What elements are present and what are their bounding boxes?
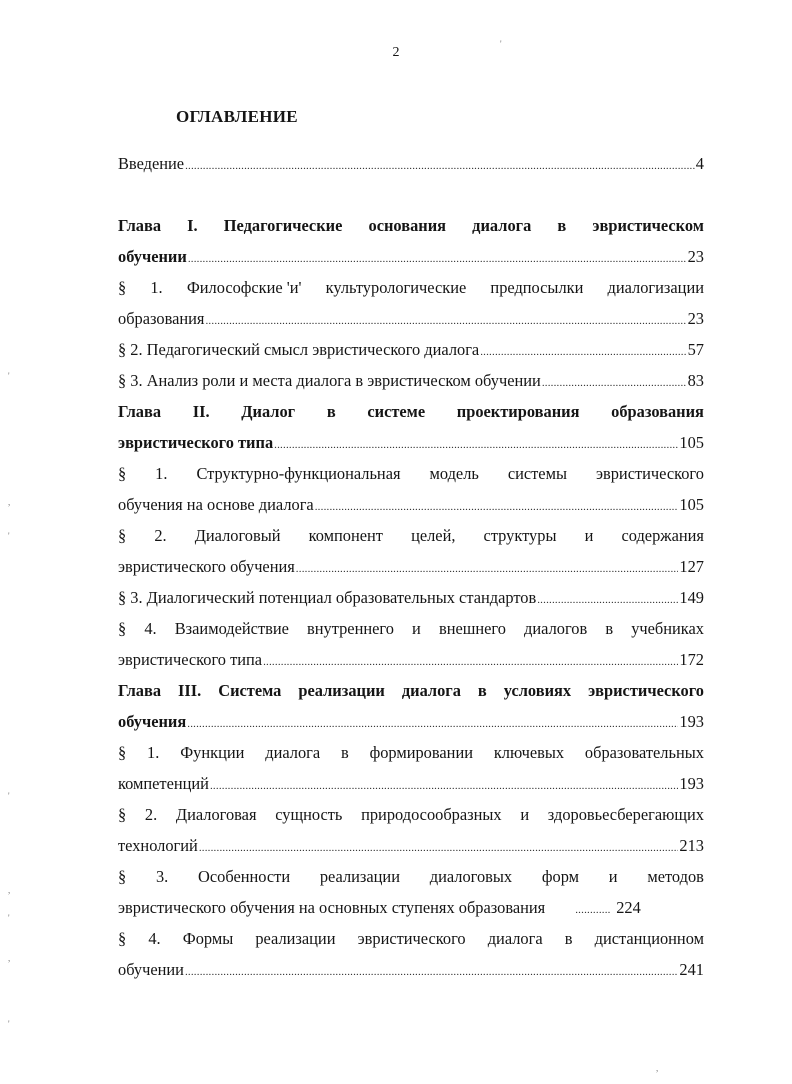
table-of-contents — [118, 148, 704, 985]
scan-speck: ' — [8, 913, 10, 923]
word: диалога — [401, 681, 461, 700]
word: 2. — [144, 805, 158, 824]
word: культурологические — [325, 278, 467, 297]
scan-speck: ' — [8, 1019, 10, 1029]
scan-speck: , — [8, 497, 11, 507]
toc-title: ОГЛАВЛЕНИЕ — [176, 107, 298, 126]
word: учебниках — [631, 619, 704, 638]
word: здоровьесберегающих — [547, 805, 704, 824]
word: формировании — [369, 743, 473, 762]
word: Глава — [118, 216, 162, 235]
word: и — [412, 619, 421, 638]
toc-section-3-4-tail — [118, 954, 704, 985]
word: проектирования — [456, 402, 580, 421]
word: § — [118, 929, 127, 948]
toc-section-2-2-heading — [118, 520, 704, 551]
dot-leader — [274, 430, 678, 461]
dot-leader — [188, 244, 687, 275]
word: диалога — [487, 929, 543, 948]
word: Система — [218, 681, 282, 700]
toc-entry-text: обучения — [118, 712, 187, 731]
toc-entry-text: обучении — [118, 960, 184, 979]
dot-leader — [542, 368, 687, 399]
word: в — [605, 619, 614, 638]
word: § — [118, 526, 127, 545]
word: содержания — [621, 526, 704, 545]
toc-chapter-3-tail — [118, 706, 704, 737]
toc-chapter-2-tail — [118, 427, 704, 458]
word: 1. — [147, 743, 160, 762]
toc-entry-page: 193 — [679, 712, 704, 731]
word: дистанционном — [594, 929, 704, 948]
toc-entry-page: 213 — [679, 836, 704, 855]
word: Взаимодействие — [174, 619, 289, 638]
word: системы — [507, 464, 567, 483]
word: внутреннего — [307, 619, 394, 638]
word: и — [520, 805, 530, 824]
word: ключевых — [493, 743, 565, 762]
toc-entry-page: 57 — [687, 340, 704, 359]
page-number: 2 — [392, 45, 400, 60]
dot-leader — [210, 771, 678, 802]
word: § — [118, 619, 127, 638]
toc-entry-page: 172 — [679, 650, 704, 669]
word: Формы — [182, 929, 234, 948]
word: и — [584, 526, 594, 545]
toc-entry-introduction — [118, 148, 704, 179]
toc-section-3-2-heading — [118, 799, 704, 830]
word: в — [564, 929, 573, 948]
word: внешнего — [438, 619, 506, 638]
toc-section-1-3 — [118, 365, 704, 396]
word: § — [118, 278, 127, 297]
toc-entry-page: 224 — [616, 898, 641, 917]
dot-leader — [187, 709, 678, 740]
word: I. — [187, 216, 198, 235]
word: эвристическом — [592, 216, 704, 235]
word: 2. — [154, 526, 167, 545]
word: Глава — [118, 402, 162, 421]
word: эвристического — [588, 681, 704, 700]
word: реализации — [319, 867, 400, 886]
toc-entry-text: технологий — [118, 836, 198, 855]
toc-section-1-1-heading — [118, 272, 704, 303]
word: диалогизации — [607, 278, 704, 297]
word: реализации — [255, 929, 336, 948]
word: модель — [429, 464, 479, 483]
toc-entry-page: 105 — [679, 433, 704, 452]
word: компонент — [308, 526, 383, 545]
scan-speck: , — [8, 953, 11, 963]
toc-entry-text: компетенций — [118, 774, 209, 793]
word: в — [326, 402, 336, 421]
word: целей, — [411, 526, 456, 545]
word: III. — [178, 681, 202, 700]
word: 1. — [150, 278, 163, 297]
toc-chapter-3-heading — [118, 675, 704, 706]
scan-speck: , — [8, 885, 11, 895]
dot-leader — [185, 151, 695, 182]
toc-section-3-1-heading — [118, 737, 704, 768]
toc-chapter-1-heading — [118, 210, 704, 241]
dot-leader — [199, 833, 679, 864]
word: § — [118, 867, 127, 886]
toc-section-3-4-heading — [118, 923, 704, 954]
toc-section-2-1-heading — [118, 458, 704, 489]
dot-leader — [537, 585, 678, 616]
dot-leader — [315, 492, 679, 523]
word: системе — [367, 402, 426, 421]
word: структуры — [483, 526, 557, 545]
toc-chapter-2-heading — [118, 396, 704, 427]
toc-entry-text: эвристического типа — [118, 433, 274, 452]
word: образования — [611, 402, 704, 421]
scan-speck: , — [656, 1063, 659, 1073]
word: Диалоговая — [175, 805, 257, 824]
toc-section-2-3 — [118, 582, 704, 613]
toc-entry-text: § 3. Анализ роли и места диалога в эвристическом обучении — [118, 371, 541, 390]
word: эвристического — [595, 464, 704, 483]
toc-entry-text: Введение — [118, 154, 185, 173]
toc-section-2-4-heading — [118, 613, 704, 644]
toc-entry-page: 4 — [695, 154, 704, 173]
toc-entry-page: 83 — [687, 371, 704, 390]
toc-section-2-4-tail — [118, 644, 704, 675]
dot-leader — [185, 957, 678, 988]
toc-entry-text: эвристического обучения — [118, 557, 295, 576]
toc-section-3-3-heading — [118, 861, 704, 892]
word: диалоговых — [429, 867, 513, 886]
dot-leader — [263, 647, 678, 678]
word: и — [608, 867, 618, 886]
word: методов — [647, 867, 704, 886]
word: Диалоговый — [194, 526, 281, 545]
toc-chapter-1-tail — [118, 241, 704, 272]
scan-speck: ' — [8, 371, 10, 381]
toc-section-3-1-tail — [118, 768, 704, 799]
word: диалога — [265, 743, 321, 762]
toc-entry-page: 105 — [679, 495, 704, 514]
word: в — [340, 743, 349, 762]
word: образовательных — [584, 743, 704, 762]
word: основания — [368, 216, 447, 235]
toc-entry-text: § 2. Педагогический смысл эвристического диалога — [118, 340, 480, 359]
toc-section-1-1-tail — [118, 303, 704, 334]
word: эвристического — [357, 929, 466, 948]
toc-entry-page: 149 — [679, 588, 704, 607]
word: Особенности — [198, 867, 291, 886]
word: реализации — [298, 681, 385, 700]
toc-entry-text: образования — [118, 309, 205, 328]
word: II. — [192, 402, 210, 421]
toc-entry-text: эвристического типа — [118, 650, 263, 669]
word: 1. — [155, 464, 168, 483]
word: диалогов — [524, 619, 588, 638]
toc-section-2-1-tail — [118, 489, 704, 520]
word: форм — [541, 867, 580, 886]
word: диалога — [472, 216, 532, 235]
toc-entry-page: 193 — [679, 774, 704, 793]
word: Диалог — [241, 402, 296, 421]
word: в — [557, 216, 567, 235]
toc-entry-text: § 3. Диалогический потенциал образовательных стандартов — [118, 588, 537, 607]
dot-leader — [575, 895, 611, 926]
word: Философские 'и' — [186, 278, 302, 297]
toc-entry-page: 23 — [687, 247, 704, 266]
toc-entry-page: 241 — [679, 960, 704, 979]
toc-section-1-2 — [118, 334, 704, 365]
toc-entry-page: 127 — [679, 557, 704, 576]
word: § — [118, 743, 127, 762]
word: природосообразных — [361, 805, 502, 824]
word: 3. — [155, 867, 169, 886]
toc-entry-text: обучении — [118, 247, 187, 266]
toc-section-2-2-tail — [118, 551, 704, 582]
dot-leader — [296, 554, 679, 585]
toc-entry-text: обучения на основе диалога — [118, 495, 314, 514]
toc-entry-text: эвристического обучения на основных ступенях образования — [118, 898, 546, 917]
word: сущность — [275, 805, 343, 824]
toc-section-3-2-tail — [118, 830, 704, 861]
dot-leader — [205, 306, 686, 337]
word: в — [477, 681, 487, 700]
word: Структурно-функциональная — [196, 464, 401, 483]
scan-speck: ' — [8, 531, 10, 541]
word: § — [118, 464, 127, 483]
toc-section-3-3-tail — [118, 892, 704, 923]
word: 4. — [148, 929, 161, 948]
word: Глава — [118, 681, 162, 700]
word: Педагогические — [223, 216, 343, 235]
word: Функции — [180, 743, 245, 762]
dot-leader — [480, 337, 686, 368]
word: предпосылки — [490, 278, 584, 297]
toc-entry-page: 23 — [687, 309, 704, 328]
scan-speck: ' — [500, 39, 502, 49]
word: 4. — [144, 619, 157, 638]
scan-speck: ' — [8, 791, 10, 801]
word: § — [118, 805, 127, 824]
word: условиях — [503, 681, 572, 700]
